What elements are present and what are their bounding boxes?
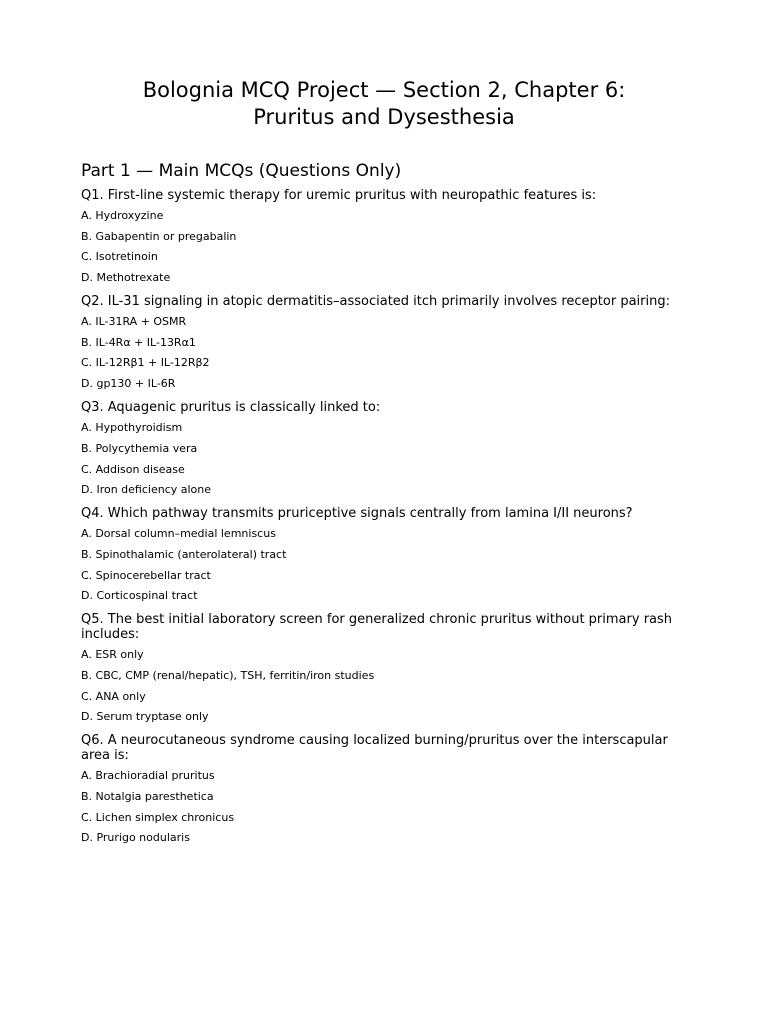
question-item bbox=[81, 733, 698, 845]
answer-option: D. Iron deficiency alone bbox=[81, 483, 212, 497]
answer-option: D. Prurigo nodularis bbox=[81, 831, 190, 845]
question-stem: Q4. Which pathway transmits pruriceptive signals centrally from lamina I/II neurons? bbox=[81, 506, 633, 522]
answer-option: C. Spinocerebellar tract bbox=[81, 568, 211, 582]
answer-option: A. Brachioradial pruritus bbox=[81, 769, 215, 783]
question-item bbox=[81, 506, 698, 603]
question-stem: Q3. Aquagenic pruritus is classically linked to: bbox=[81, 400, 381, 416]
question-item bbox=[81, 294, 698, 391]
question-item bbox=[81, 188, 698, 285]
answer-option: D. gp130 + IL-6R bbox=[81, 377, 176, 391]
question-stem: Q5. The best initial laboratory screen for generalized chronic pruritus without primary rash includes: bbox=[81, 612, 673, 643]
answer-option: B. CBC, CMP (renal/hepatic), TSH, ferritin/iron studies bbox=[81, 668, 375, 682]
answer-option: C. Isotretinoin bbox=[81, 250, 158, 264]
question-stem: Q2. IL-31 signaling in atopic dermatitis–associated itch primarily involves receptor pairing: bbox=[81, 294, 670, 310]
section-heading: Part 1 — Main MCQs (Questions Only) bbox=[81, 161, 402, 181]
answer-option: D. Methotrexate bbox=[81, 271, 171, 285]
answer-options bbox=[81, 648, 698, 724]
document-title-line-1: Bolognia MCQ Project — Section 2, Chapter 6: bbox=[142, 78, 626, 102]
answer-options bbox=[81, 421, 698, 497]
answer-option: A. Hydroxyzine bbox=[81, 209, 164, 222]
answer-option: B. Gabapentin or pregabalin bbox=[81, 229, 237, 243]
answer-option: D. Corticospinal tract bbox=[81, 589, 198, 603]
answer-option: A. Hypothyroidism bbox=[81, 421, 183, 435]
answer-option: C. Addison disease bbox=[81, 462, 185, 476]
question-item bbox=[81, 612, 698, 724]
answer-options bbox=[81, 527, 698, 603]
answer-option: B. Spinothalamic (anterolateral) tract bbox=[81, 547, 287, 561]
answer-options bbox=[81, 769, 698, 845]
answer-options bbox=[81, 209, 698, 285]
question-stem: Q6. A neurocutaneous syndrome causing localized burning/pruritus over the interscapular area is: bbox=[81, 733, 668, 764]
answer-option: C. IL-12Rβ1 + IL-12Rβ2 bbox=[81, 356, 210, 370]
answer-option: B. IL-4Rα + IL-13Rα1 bbox=[81, 335, 196, 349]
answer-option: B. Polycythemia vera bbox=[81, 441, 198, 455]
document-title bbox=[70, 77, 698, 131]
answer-option: A. IL-31RA + OSMR bbox=[81, 315, 187, 329]
question-stem: Q1. First-line systemic therapy for uremic pruritus with neuropathic features is: bbox=[81, 188, 597, 203]
question-item bbox=[81, 400, 698, 497]
answer-option: D. Serum tryptase only bbox=[81, 710, 209, 724]
answer-option: B. Notalgia paresthetica bbox=[81, 790, 214, 803]
question-list bbox=[81, 188, 698, 845]
answer-option: C. Lichen simplex chronicus bbox=[81, 810, 235, 824]
answer-option: C. ANA only bbox=[81, 689, 146, 703]
answer-option: A. ESR only bbox=[81, 648, 144, 662]
document-title-line-2: Pruritus and Dysesthesia bbox=[253, 105, 515, 129]
answer-option: A. Dorsal column–medial lemniscus bbox=[81, 527, 276, 541]
answer-options bbox=[81, 315, 698, 391]
